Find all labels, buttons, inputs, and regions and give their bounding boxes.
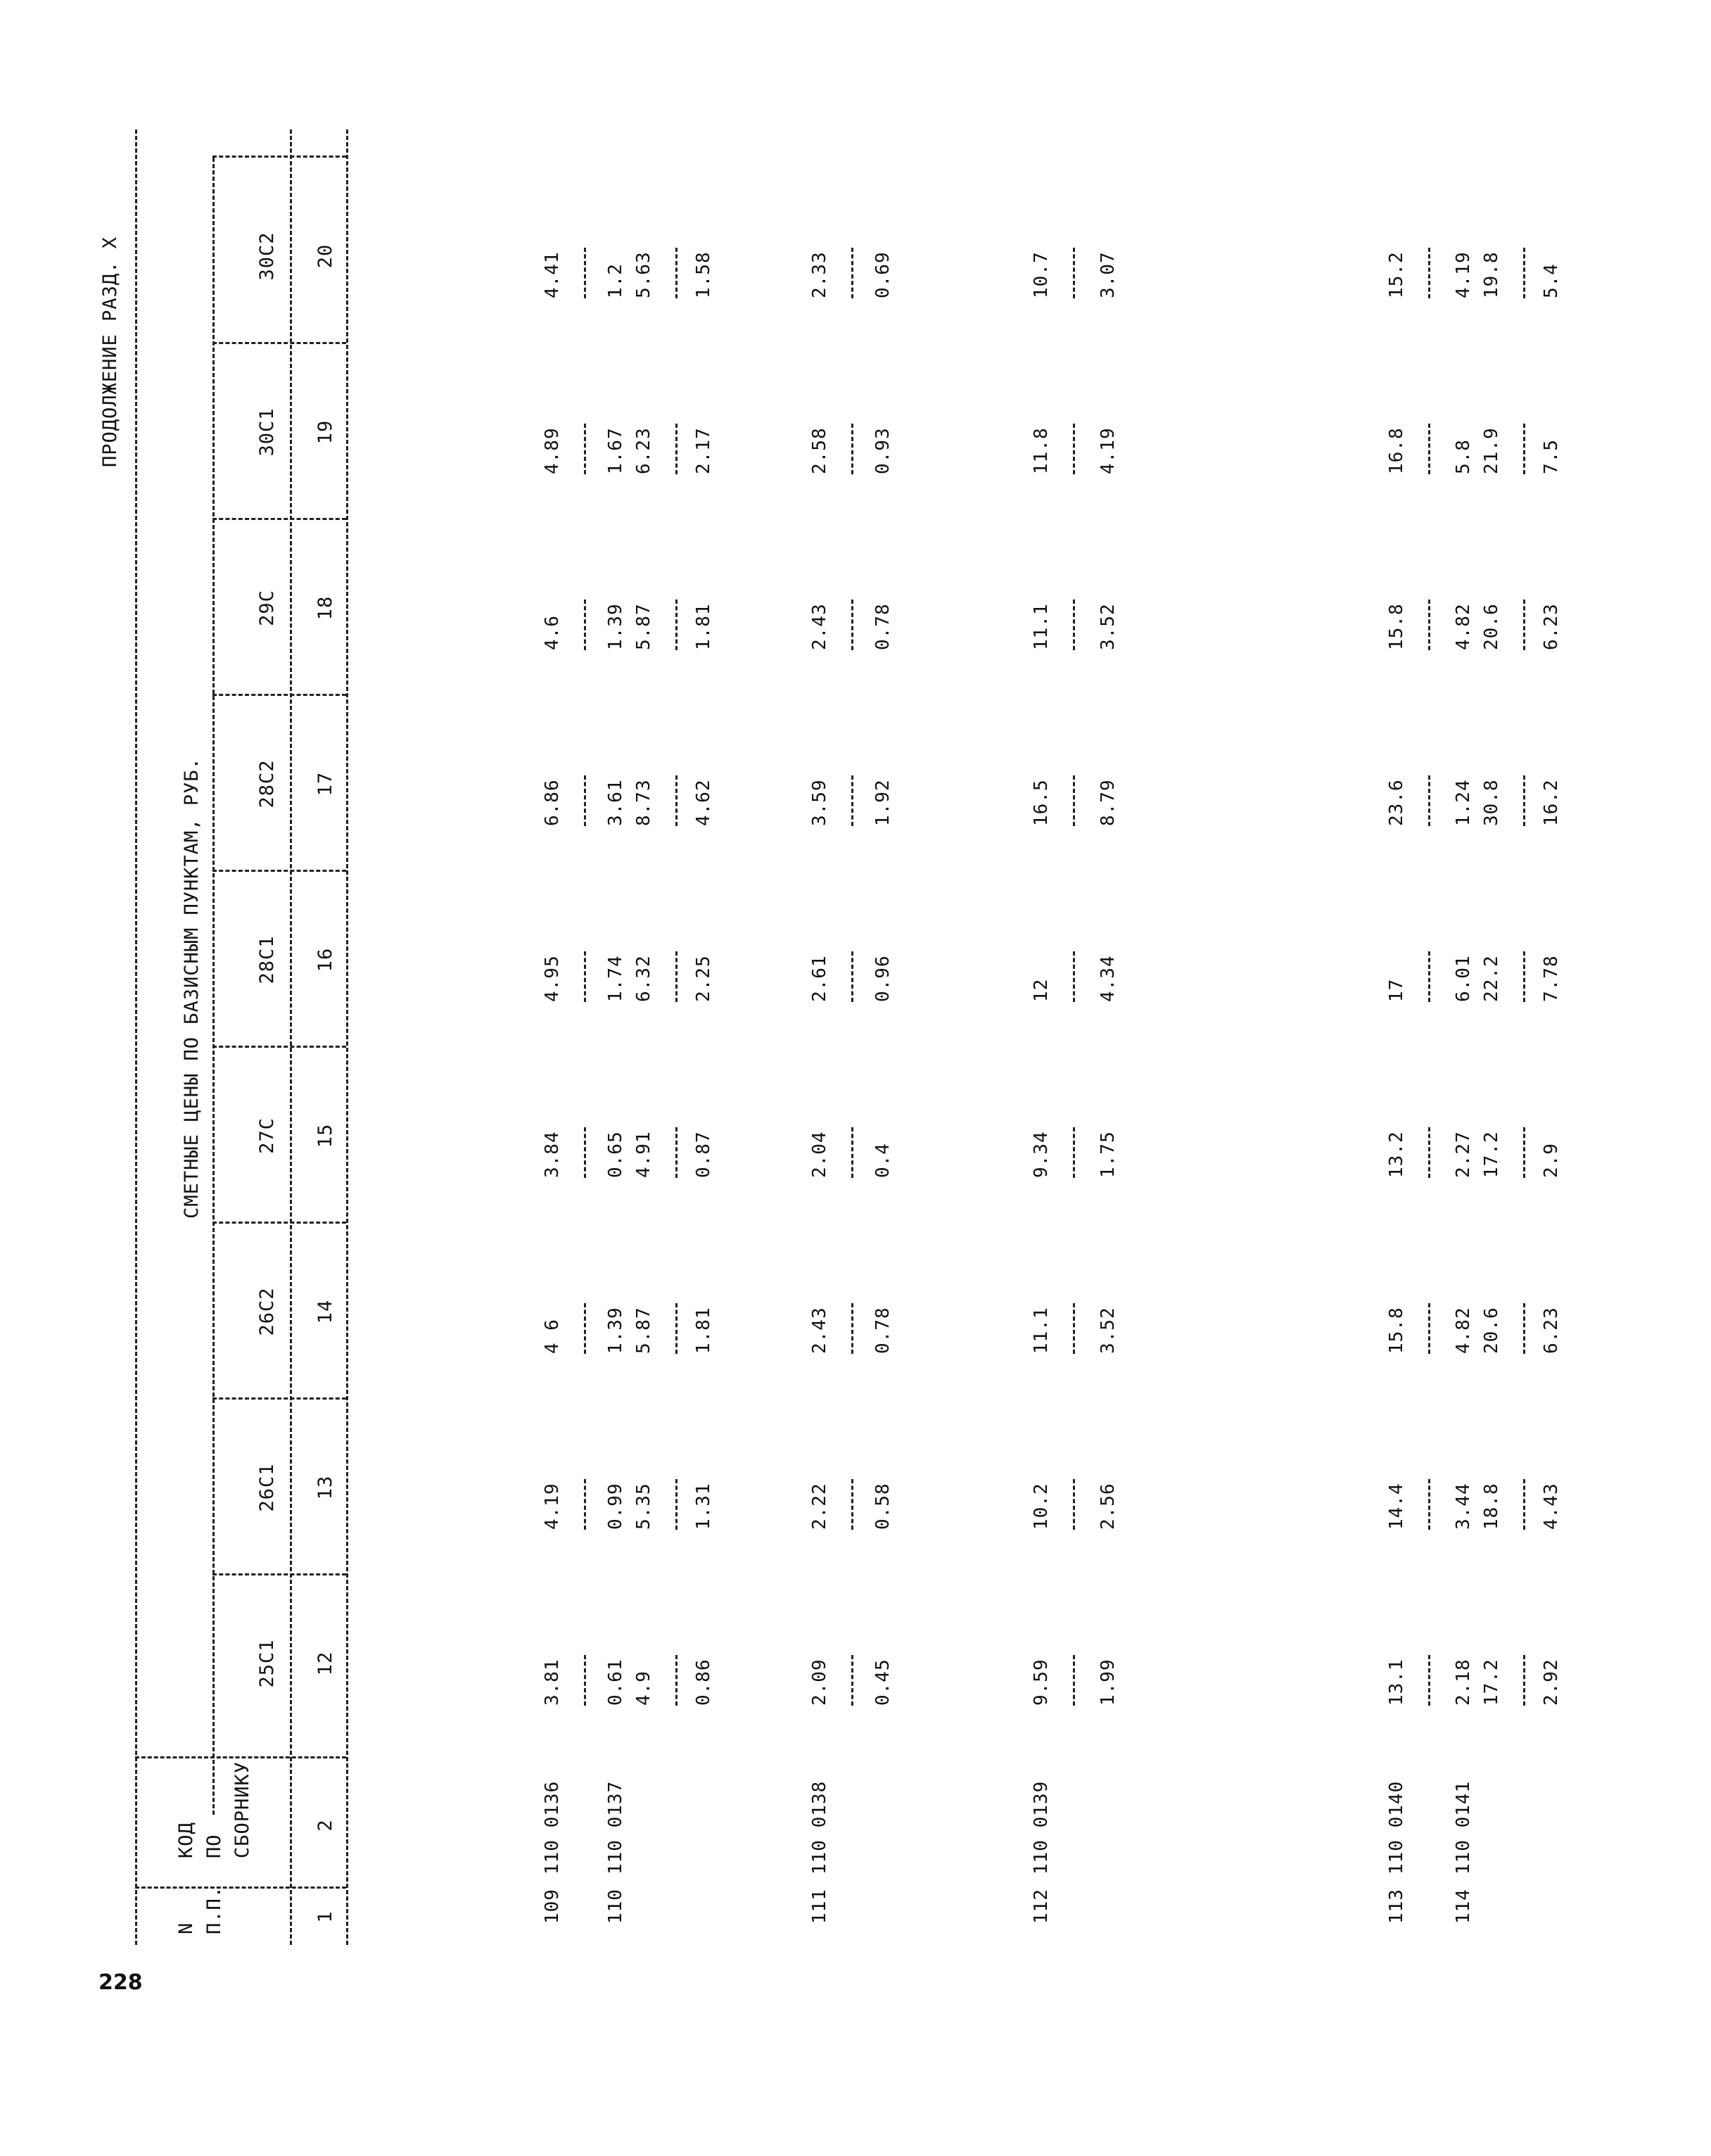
fraction-bar xyxy=(1523,1479,1525,1530)
price-value: 3.59 xyxy=(809,779,830,826)
fraction-bar xyxy=(851,775,853,826)
column-header: 28С2 xyxy=(256,759,278,808)
price-value: 11.8 xyxy=(1031,427,1052,474)
fraction-bar xyxy=(584,951,586,1002)
fraction-bar xyxy=(851,1479,853,1530)
fraction-bar xyxy=(851,1655,853,1706)
price-value: 1.24 xyxy=(1453,779,1474,826)
price-value: 6.23 xyxy=(1541,1307,1562,1354)
column-number: 12 xyxy=(314,1651,336,1676)
fraction-bar xyxy=(1073,600,1075,650)
price-value: 2.43 xyxy=(809,1307,830,1354)
column-number: 19 xyxy=(314,419,336,445)
fraction-bar xyxy=(1073,775,1075,826)
price-value: 4.82 xyxy=(1453,1307,1474,1354)
price-value: 16.5 xyxy=(1031,779,1052,826)
price-value: 2.43 xyxy=(809,603,830,650)
price-value: 1.75 xyxy=(1098,1131,1119,1178)
header-num-label: П.П. xyxy=(203,1885,225,1934)
price-value: 4.41 xyxy=(542,251,563,298)
price-value: 17 xyxy=(1386,978,1407,1002)
price-value: 2.17 xyxy=(693,427,714,474)
price-value: 10.7 xyxy=(1031,251,1052,298)
price-value: 15.8 xyxy=(1386,603,1407,650)
column-divider xyxy=(135,1886,346,1889)
price-value: 0.65 xyxy=(605,1131,626,1178)
fraction-bar xyxy=(675,951,678,1002)
price-value: 20.6 xyxy=(1481,603,1502,650)
header-num-label: N xyxy=(175,1922,197,1934)
column-header: 27С xyxy=(256,1117,278,1154)
fraction-bar xyxy=(1428,600,1430,650)
fraction-bar xyxy=(675,248,678,298)
price-value: 7.78 xyxy=(1541,955,1562,1002)
price-value: 10.2 xyxy=(1031,1483,1052,1530)
fraction-bar xyxy=(1073,248,1075,298)
price-value: 6.86 xyxy=(542,779,563,826)
fraction-bar xyxy=(584,248,586,298)
price-value: 17.2 xyxy=(1481,1659,1502,1706)
column-divider xyxy=(212,1573,346,1575)
price-value: 0.58 xyxy=(872,1483,893,1530)
price-value: 13.2 xyxy=(1386,1131,1407,1178)
price-value: 3.61 xyxy=(605,779,626,826)
row-code: 110 0138 xyxy=(809,1780,830,1875)
price-value: 1.58 xyxy=(693,251,714,298)
row-number: 109 xyxy=(542,1889,563,1924)
price-value: 1.81 xyxy=(693,1307,714,1354)
column-number: 17 xyxy=(314,771,336,797)
fraction-bar xyxy=(675,1655,678,1706)
fraction-bar xyxy=(1073,951,1075,1002)
column-divider xyxy=(212,694,346,696)
fraction-bar xyxy=(1523,951,1525,1002)
rule-numbers-bottom xyxy=(346,129,348,1945)
column-number: 16 xyxy=(314,947,336,972)
price-value: 6.23 xyxy=(1541,603,1562,650)
column-divider xyxy=(212,870,346,872)
fraction-bar xyxy=(1523,1303,1525,1354)
price-value: 20.6 xyxy=(1481,1307,1502,1354)
column-divider xyxy=(135,1756,346,1758)
price-value: 6.32 xyxy=(633,955,654,1002)
price-value: 3.81 xyxy=(542,1659,563,1706)
fraction-bar xyxy=(1428,1655,1430,1706)
price-value: 19.8 xyxy=(1481,251,1502,298)
price-value: 4.19 xyxy=(542,1483,563,1530)
fraction-bar xyxy=(584,775,586,826)
price-value: 2.22 xyxy=(809,1483,830,1530)
fraction-bar xyxy=(851,600,853,650)
fraction-bar xyxy=(1523,424,1525,474)
fraction-bar xyxy=(584,1479,586,1530)
row-number: 111 xyxy=(809,1889,830,1924)
price-value: 4.34 xyxy=(1098,955,1119,1002)
column-header: 25С1 xyxy=(256,1639,278,1688)
header-code-label: СБОРНИКУ xyxy=(231,1761,253,1858)
column-header: 29С xyxy=(256,590,278,626)
fraction-bar xyxy=(584,424,586,474)
price-value: 1.67 xyxy=(605,427,626,474)
fraction-bar xyxy=(1523,248,1525,298)
price-value: 7.5 xyxy=(1541,439,1562,474)
fraction-bar xyxy=(1428,424,1430,474)
fraction-bar xyxy=(584,1655,586,1706)
price-value: 2.92 xyxy=(1541,1659,1562,1706)
price-value: 2.33 xyxy=(809,251,830,298)
header-code-label: КОД xyxy=(175,1822,197,1858)
column-divider xyxy=(212,156,346,158)
fraction-bar xyxy=(851,951,853,1002)
fraction-bar xyxy=(1523,1655,1525,1706)
price-value: 4.89 xyxy=(542,427,563,474)
price-value: 30.8 xyxy=(1481,779,1502,826)
fraction-bar xyxy=(851,1127,853,1178)
column-header: 26С2 xyxy=(256,1287,278,1336)
price-value: 5.4 xyxy=(1541,263,1562,298)
price-value: 15.2 xyxy=(1386,251,1407,298)
price-value: 4.91 xyxy=(633,1131,654,1178)
price-value: 4.95 xyxy=(542,955,563,1002)
price-value: 21.9 xyxy=(1481,427,1502,474)
price-value: 9.34 xyxy=(1031,1131,1052,1178)
fraction-bar xyxy=(1523,600,1525,650)
fraction-bar xyxy=(1428,1479,1430,1530)
fraction-bar xyxy=(851,424,853,474)
continuation-note: ПРОДОЛЖЕНИЕ РАЗД. X xyxy=(99,236,121,467)
price-value: 2.9 xyxy=(1541,1143,1562,1178)
page-number: 228 xyxy=(98,1970,143,1995)
price-value: 1.2 xyxy=(605,263,626,298)
price-value: 9.59 xyxy=(1031,1659,1052,1706)
row-number: 113 xyxy=(1386,1889,1407,1924)
price-value: 1.81 xyxy=(693,603,714,650)
fraction-bar xyxy=(1073,1655,1075,1706)
price-value: 3.44 xyxy=(1453,1483,1474,1530)
price-value: 0.78 xyxy=(872,1307,893,1354)
column-number: 15 xyxy=(314,1123,336,1148)
price-value: 4 6 xyxy=(542,1319,563,1354)
price-value: 2.58 xyxy=(809,427,830,474)
column-number: 20 xyxy=(314,243,336,269)
price-value: 0.87 xyxy=(693,1131,714,1178)
column-divider xyxy=(212,1397,346,1400)
fraction-bar xyxy=(1523,1127,1525,1178)
price-value: 3.52 xyxy=(1098,603,1119,650)
price-value: 8.73 xyxy=(633,779,654,826)
price-value: 0.61 xyxy=(605,1659,626,1706)
price-value: 2.56 xyxy=(1098,1483,1119,1530)
fraction-bar xyxy=(1428,1303,1430,1354)
price-value: 16.2 xyxy=(1541,779,1562,826)
price-value: 1.99 xyxy=(1098,1659,1119,1706)
price-value: 2.18 xyxy=(1453,1659,1474,1706)
fraction-bar xyxy=(1428,248,1430,298)
column-divider xyxy=(212,342,346,344)
price-value: 3.84 xyxy=(542,1131,563,1178)
column-divider xyxy=(212,518,346,520)
price-value: 4.62 xyxy=(693,779,714,826)
price-value: 1.74 xyxy=(605,955,626,1002)
price-value: 2.61 xyxy=(809,955,830,1002)
column-divider xyxy=(212,1222,346,1224)
fraction-bar xyxy=(1428,1127,1430,1178)
price-value: 3.07 xyxy=(1098,251,1119,298)
row-code: 110 0137 xyxy=(605,1780,626,1875)
column-header: 28С1 xyxy=(256,935,278,984)
fraction-bar xyxy=(584,1127,586,1178)
price-value: 4.19 xyxy=(1098,427,1119,474)
price-value: 1.39 xyxy=(605,1307,626,1354)
rule-top xyxy=(135,129,137,1945)
price-value: 0.93 xyxy=(872,427,893,474)
column-number: 18 xyxy=(314,595,336,621)
row-code: 110 0140 xyxy=(1386,1780,1407,1875)
price-value: 3.52 xyxy=(1098,1307,1119,1354)
fraction-bar xyxy=(1523,775,1525,826)
row-number: 114 xyxy=(1453,1889,1474,1924)
price-value: 2.27 xyxy=(1453,1131,1474,1178)
price-value: 23.6 xyxy=(1386,779,1407,826)
price-value: 1.92 xyxy=(872,779,893,826)
fraction-bar xyxy=(1073,1127,1075,1178)
price-value: 6.01 xyxy=(1453,955,1474,1002)
price-value: 1.31 xyxy=(693,1483,714,1530)
price-value: 0.4 xyxy=(872,1143,893,1178)
price-value: 4.43 xyxy=(1541,1483,1562,1530)
row-code: 110 0139 xyxy=(1031,1780,1052,1875)
fraction-bar xyxy=(675,1127,678,1178)
price-value: 5.87 xyxy=(633,1307,654,1354)
price-value: 2.09 xyxy=(809,1659,830,1706)
fraction-bar xyxy=(584,600,586,650)
price-value: 4.82 xyxy=(1453,603,1474,650)
price-value: 5.87 xyxy=(633,603,654,650)
fraction-bar xyxy=(584,1303,586,1354)
price-value: 14.4 xyxy=(1386,1483,1407,1530)
fraction-bar xyxy=(1428,951,1430,1002)
fraction-bar xyxy=(675,775,678,826)
price-value: 11.1 xyxy=(1031,603,1052,650)
price-value: 2.04 xyxy=(809,1131,830,1178)
price-value: 0.99 xyxy=(605,1483,626,1530)
fraction-bar xyxy=(1073,1479,1075,1530)
price-value: 2.25 xyxy=(693,955,714,1002)
price-value: 1.39 xyxy=(605,603,626,650)
price-value: 13.1 xyxy=(1386,1659,1407,1706)
fraction-bar xyxy=(851,248,853,298)
price-value: 12 xyxy=(1031,978,1052,1002)
price-value: 0.86 xyxy=(693,1659,714,1706)
row-number: 112 xyxy=(1031,1889,1052,1924)
price-value: 18.8 xyxy=(1481,1483,1502,1530)
column-number: 2 xyxy=(314,1819,336,1832)
header-group-title: СМЕТНЫЕ ЦЕНЫ ПО БАЗИСНЫМ ПУНКТАМ, РУБ. xyxy=(181,757,203,1219)
column-divider xyxy=(212,1046,346,1048)
price-value: 4.9 xyxy=(633,1670,654,1706)
price-value: 0.69 xyxy=(872,251,893,298)
price-value: 6.23 xyxy=(633,427,654,474)
header-code-label: ПО xyxy=(203,1834,225,1858)
price-value: 5.35 xyxy=(633,1483,654,1530)
price-value: 11.1 xyxy=(1031,1307,1052,1354)
fraction-bar xyxy=(675,1479,678,1530)
price-value: 15.8 xyxy=(1386,1307,1407,1354)
fraction-bar xyxy=(1073,1303,1075,1354)
column-header: 30С2 xyxy=(256,232,278,281)
price-value: 0.78 xyxy=(872,603,893,650)
column-header: 26С1 xyxy=(256,1463,278,1512)
rule-group-under xyxy=(212,158,215,1815)
row-code: 110 0136 xyxy=(542,1780,563,1875)
fraction-bar xyxy=(851,1303,853,1354)
column-number: 1 xyxy=(314,1910,336,1923)
price-value: 5.8 xyxy=(1453,439,1474,474)
fraction-bar xyxy=(675,424,678,474)
price-value: 8.79 xyxy=(1098,779,1119,826)
fraction-bar xyxy=(1428,775,1430,826)
row-number: 110 xyxy=(605,1889,626,1924)
column-number: 14 xyxy=(314,1299,336,1324)
price-value: 22.2 xyxy=(1481,955,1502,1002)
rule-header-bottom xyxy=(290,129,292,1945)
fraction-bar xyxy=(675,1303,678,1354)
price-value: 17.2 xyxy=(1481,1131,1502,1178)
price-value: 0.45 xyxy=(872,1659,893,1706)
price-value: 4.6 xyxy=(542,615,563,650)
column-header: 30С1 xyxy=(256,407,278,457)
price-value: 0.96 xyxy=(872,955,893,1002)
fraction-bar xyxy=(675,600,678,650)
fraction-bar xyxy=(1073,424,1075,474)
row-code: 110 0141 xyxy=(1453,1780,1474,1875)
price-value: 16.8 xyxy=(1386,427,1407,474)
price-value: 4.19 xyxy=(1453,251,1474,298)
column-number: 13 xyxy=(314,1475,336,1500)
price-value: 5.63 xyxy=(633,251,654,298)
